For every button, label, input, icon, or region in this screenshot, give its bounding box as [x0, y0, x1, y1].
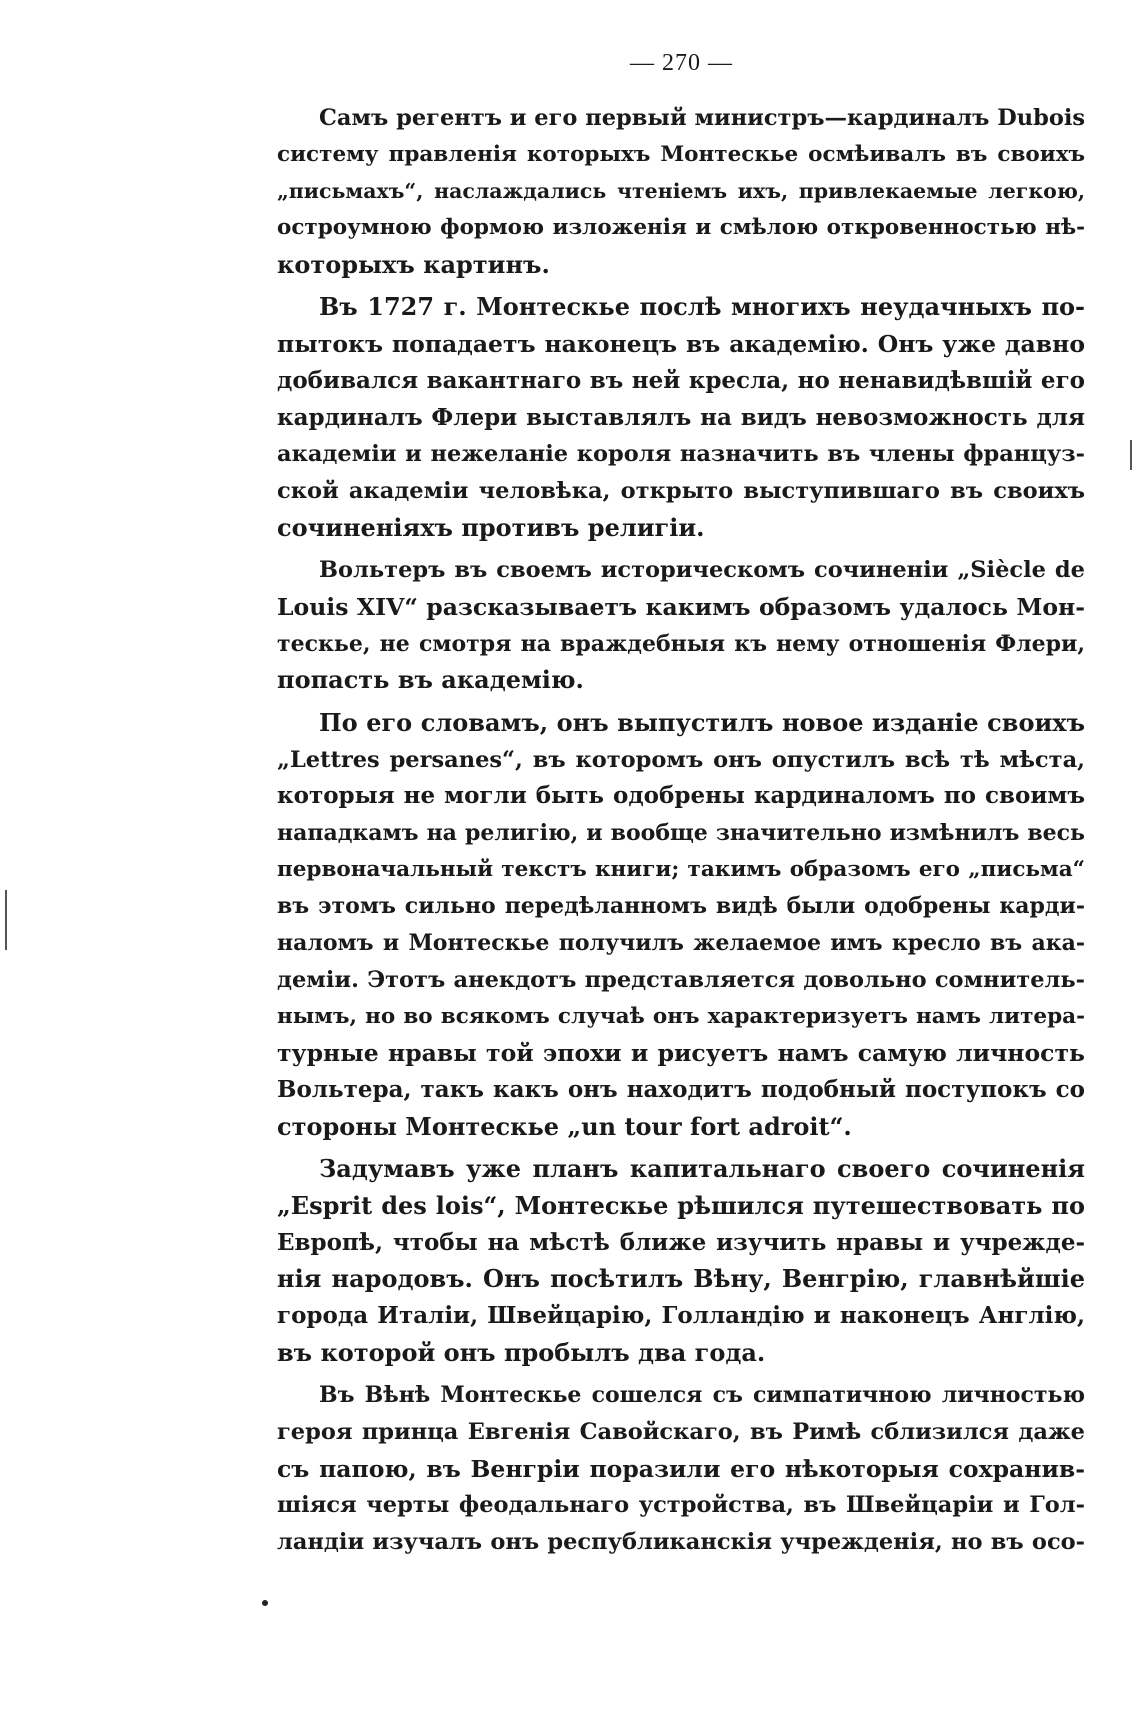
text-line: ской академіи человѣка, открыто выступившаго въ своихъ — [277, 477, 1085, 504]
text-line: которыя не могли быть одобрены кардиналомъ по своимъ — [277, 782, 1085, 810]
text-line: въ этомъ сильно передѣланномъ видѣ были одобрены карди- — [277, 893, 1085, 920]
text-line: добивался вакантнаго въ ней кресла, но ненавидѣвшій его — [277, 366, 1085, 394]
text-line: Въ 1727 г. Монтескье послѣ многихъ неудачныхъ по- — [319, 292, 1085, 322]
text-line: съ папою, въ Венгріи поразили его нѣкоторыя сохранив- — [277, 1454, 1085, 1483]
text-line: Задумавъ уже планъ капитальнаго своего сочиненія — [319, 1154, 1085, 1184]
text-line: Вольтеръ въ своемъ историческомъ сочиненіи „Siècle de — [319, 557, 1085, 584]
text-line: нападкамъ на религію, и вообще значительно измѣнилъ весь — [277, 820, 1085, 847]
text-line: систему правленія которыхъ Монтескье осмѣивалъ въ своихъ — [277, 141, 1085, 167]
text-line: остроумною формою изложенія и смѣлою откровенностью нѣ- — [277, 215, 1085, 241]
text-line: которыхъ картинъ. — [277, 249, 550, 279]
body-text — [277, 100, 1085, 1561]
text-line: попасть въ академію. — [277, 665, 584, 695]
scan-margin-mark — [1130, 440, 1132, 470]
page-number: — 270 — — [630, 50, 733, 76]
text-line: города Италіи, Швейцарію, Голландію и наконецъ Англію, — [277, 1302, 1085, 1329]
scan-ink-dot — [262, 1600, 268, 1606]
text-line: По его словамъ, онъ выпустилъ новое изданіе своихъ — [319, 708, 1085, 737]
text-line: стороны Монтескье „un tour fort adroit“. — [277, 1111, 852, 1141]
paragraph-4 — [277, 705, 1085, 1145]
paragraph-5 — [277, 1151, 1085, 1371]
text-line: пытокъ попадаетъ наконецъ въ академію. Онъ уже давно — [277, 330, 1085, 359]
text-line: „Lettres persanes“, въ которомъ онъ опустилъ всѣ тѣ мѣста, — [277, 746, 1085, 773]
text-line: героя принца Евгенія Савойскаго, въ Римѣ сблизился даже — [277, 1419, 1085, 1446]
text-line: Европѣ, чтобы на мѣстѣ ближе изучить нравы и учрежде- — [277, 1228, 1085, 1256]
text-line: ландіи изучалъ онъ республиканскія учрежденія, но въ осо- — [277, 1529, 1085, 1556]
text-line: турные нравы той эпохи и рисуетъ намъ самую личность — [277, 1039, 1085, 1068]
paragraph-1 — [277, 100, 1085, 283]
text-line: нія народовъ. Онъ посѣтилъ Вѣну, Венгрію, главнѣйшіе — [277, 1264, 1085, 1294]
text-line: наломъ и Монтескье получилъ желаемое имъ кресло въ ака- — [277, 930, 1085, 957]
text-line: деміи. Этотъ анекдотъ представляется довольно сомнитель- — [277, 966, 1085, 993]
text-line: Вольтера, такъ какъ онъ находитъ подобный поступокъ со — [277, 1075, 1085, 1103]
text-line: тескье, не смотря на враждебныя къ нему отношенія Флери, — [277, 630, 1085, 657]
paragraph-2 — [277, 289, 1085, 546]
paragraph-6 — [277, 1377, 1085, 1560]
text-line: Louis XIV“ разсказываетъ какимъ образомъ удалось Мон- — [277, 592, 1085, 621]
text-line: нымъ, но во всякомъ случаѣ онъ характеризуетъ намъ литера- — [277, 1003, 1085, 1029]
text-line: сочиненіяхъ противъ религіи. — [277, 512, 705, 542]
paragraph-3 — [277, 552, 1085, 699]
text-line: „Esprit des lois“, Монтескье рѣшился путешествовать по — [277, 1190, 1085, 1220]
text-line: Въ Вѣнѣ Монтескье сошелся съ симпатичною личностью — [319, 1382, 1085, 1409]
text-line: первоначальный текстъ книги; такимъ образомъ его „письма“ — [277, 856, 1085, 882]
scan-margin-mark — [5, 890, 7, 950]
text-line: академіи и нежеланіе короля назначить въ члены француз- — [277, 441, 1085, 468]
text-line: Самъ регентъ и его первый министръ—кардиналъ Dubois — [319, 105, 1085, 131]
text-line: кардиналъ Флери выставлялъ на видъ невозможность для — [277, 403, 1085, 431]
text-line: шіяся черты феодальнаго устройства, въ Швейцаріи и Гол- — [277, 1492, 1085, 1519]
text-line: „письмахъ“, наслаждались чтеніемъ ихъ, привлекаемые легкою, — [277, 179, 1085, 204]
text-line: въ которой онъ пробылъ два года. — [277, 1337, 766, 1367]
